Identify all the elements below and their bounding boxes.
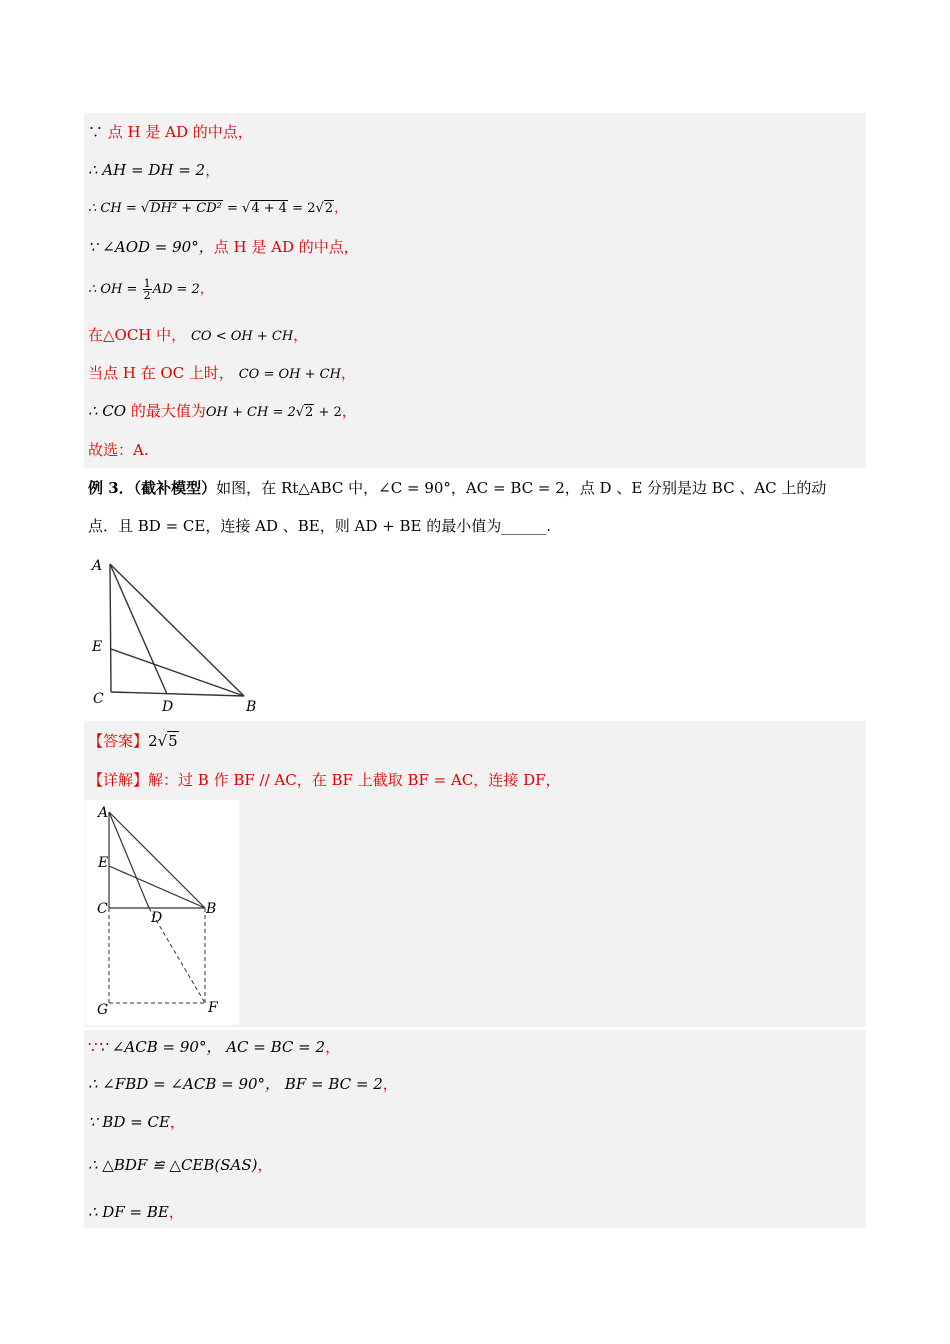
line-h-on-oc: 当点 H 在 OC 上时， CO = OH + CH， — [88, 364, 356, 382]
label-e: E — [92, 639, 103, 655]
line-triangle-och: 在△OCH 中， CO < OH + CH， — [88, 326, 309, 344]
label-c: C — [97, 901, 108, 917]
figure-triangle-abc — [84, 555, 264, 715]
label-c: C — [93, 691, 104, 707]
line-bd-ce: ∵ BD = CE， — [88, 1113, 185, 1131]
fraction-half: $\frac{1}{2}$ — [143, 277, 151, 302]
example-label: 例 3．（截补模型） — [88, 479, 217, 497]
label-g: G — [97, 1002, 109, 1018]
detail-line: 【详解】解：过 B 作 BF // AC，在 BF 上截取 BF = AC，连接 DF， — [88, 771, 561, 789]
line-acb-90: ∵∵ ∠ACB = 90°， AC = BC = 2， — [88, 1038, 341, 1056]
line-ch-formula: ∴ CH = √DH² + CD² = √4 + 4 = 2√2， — [88, 201, 348, 216]
label-f: F — [208, 1000, 218, 1016]
solution-block-2 — [84, 1030, 866, 1228]
example-3-line-2: 点．且 BD = CE，连接 AD 、BE，则 AD + BE 的最小值为______. — [88, 517, 551, 535]
detail-tag: 【详解】 — [88, 771, 149, 789]
line-angle-aod: ∵ ∠AOD = 90°，点 H 是 AD 的中点， — [88, 238, 359, 256]
label-d: D — [162, 699, 174, 715]
answer-tag: 【答案】 — [88, 732, 149, 750]
line-h-midpoint: ∵ 点 H 是 AD 的中点， — [88, 123, 253, 141]
line-ah-dh: ∴ AH = DH = 2， — [88, 161, 221, 179]
line-co-max: ∴ CO 的最大值为OH + CH = 2√2 + 2， — [88, 402, 357, 420]
label-a: A — [98, 805, 109, 821]
label-e: E — [98, 855, 109, 871]
line-df-be: ∴ DF = BE， — [88, 1203, 184, 1221]
line-congruent: ∴ △BDF ≌ △CEB(SAS)， — [88, 1156, 273, 1174]
line-oh-half: ∴ OH = $\frac{1}{2}$ AD = 2， — [88, 277, 213, 302]
label-a: A — [92, 558, 103, 574]
label-d: D — [151, 910, 163, 926]
label-b: B — [206, 901, 217, 917]
label-b: B — [246, 699, 257, 715]
figure-construction-bf — [85, 800, 239, 1025]
line-choice: 故选：A. — [88, 441, 149, 459]
line-fbd-90: ∴ ∠FBD = ∠ACB = 90°， BF = BC = 2， — [88, 1075, 398, 1093]
answer-line: 【答案】2√5 — [88, 732, 178, 750]
example-3-line-1: 例 3．（截补模型）如图，在 Rt△ABC 中，∠C = 90°，AC = BC = 2，点 D 、E 分别是边 BC 、AC 上的动 — [88, 479, 827, 497]
